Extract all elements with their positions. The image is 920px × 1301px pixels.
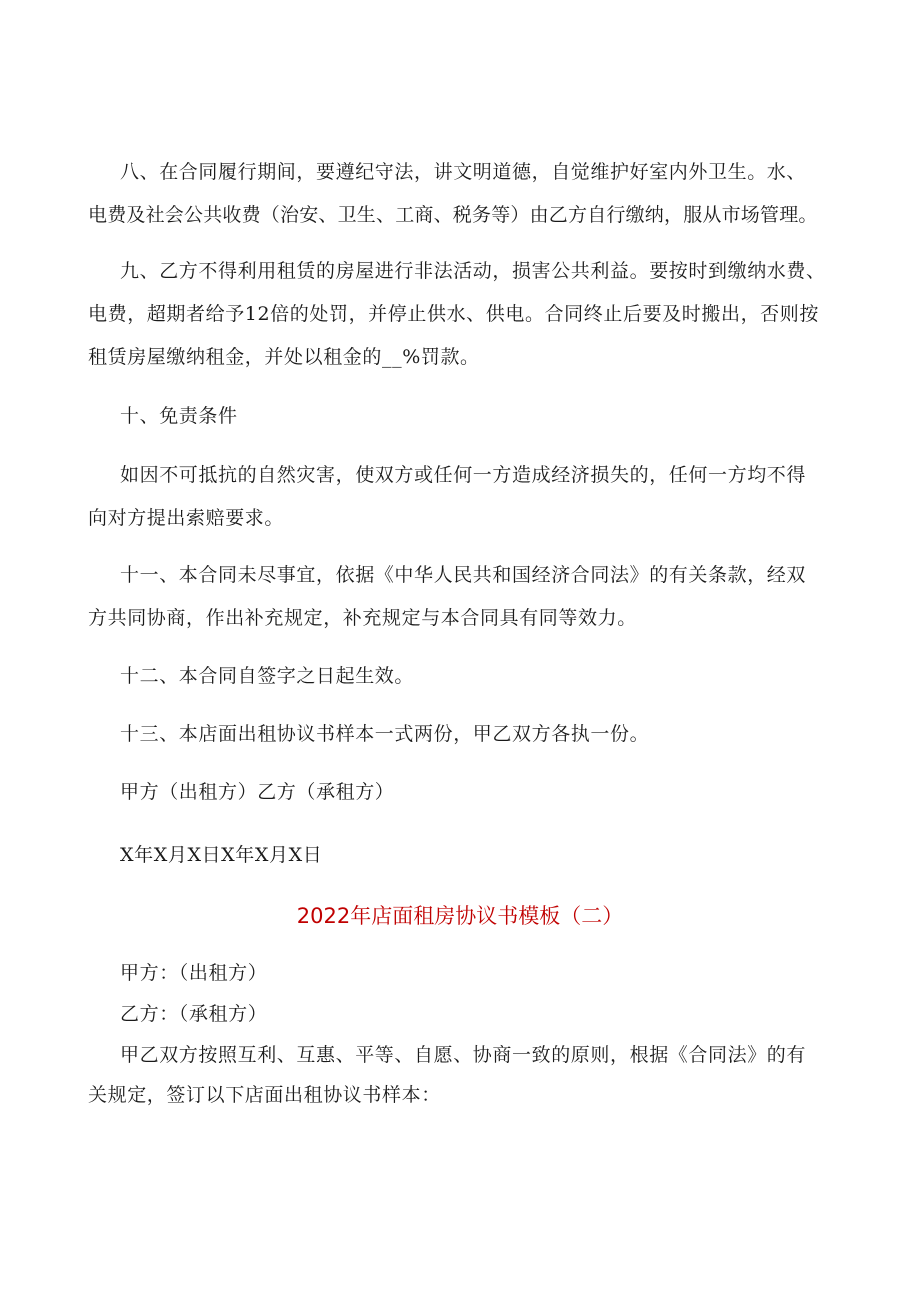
party-a-label: 甲方：（出租方） [120,962,268,984]
section-2-title: 2022年店面租房协议书模板（二） [296,904,624,928]
signature-dates: X年X月X日X年X月X日 [120,844,323,866]
clause-10-heading: 十、免责条件 [120,405,238,427]
clause-10-body-line-2: 向对方提出索赔要求。 [88,507,285,529]
clause-9-line-1: 九、乙方不得利用租赁的房屋进行非法活动，损害公共利益。要按时到缴纳水费、 [120,260,826,282]
clause-9-line-2: 电费，超期者给予12倍的处罚，并停止供水、供电。合同终止后要及时搬出，否则按 [88,303,819,325]
clause-13: 十三、本店面出租协议书样本一式两份，甲乙双方各执一份。 [120,723,650,745]
clause-11-line-1: 十一、本合同未尽事宜，依据《中华人民共和国经济合同法》的有关条款，经双 [120,564,807,586]
party-b-label: 乙方：（承租方） [120,1003,268,1025]
clause-10-body-line-1: 如因不可抵抗的自然灾害，使双方或任何一方造成经济损失的，任何一方均不得 [120,464,807,486]
clause-9-line-3: 租赁房屋缴纳租金，并处以租金的__%罚款。 [88,346,480,368]
intro-line-1: 甲乙双方按照互利、互惠、平等、自愿、协商一致的原则，根据《合同法》的有 [120,1044,807,1066]
clause-11-line-2: 方共同协商，作出补充规定，补充规定与本合同具有同等效力。 [88,607,637,629]
intro-line-2: 关规定，签订以下店面出租协议书样本： [88,1084,441,1106]
clause-12: 十二、本合同自签字之日起生效。 [120,665,415,687]
signature-parties: 甲方（出租方）乙方（承租方） [120,781,395,803]
clause-8-line-1: 八、在合同履行期间，要遵纪守法，讲文明道德，自觉维护好室内外卫生。水、 [120,161,807,183]
clause-8-line-2: 电费及社会公共收费（治安、卫生、工商、税务等）由乙方自行缴纳，服从市场管理。 [88,204,818,226]
